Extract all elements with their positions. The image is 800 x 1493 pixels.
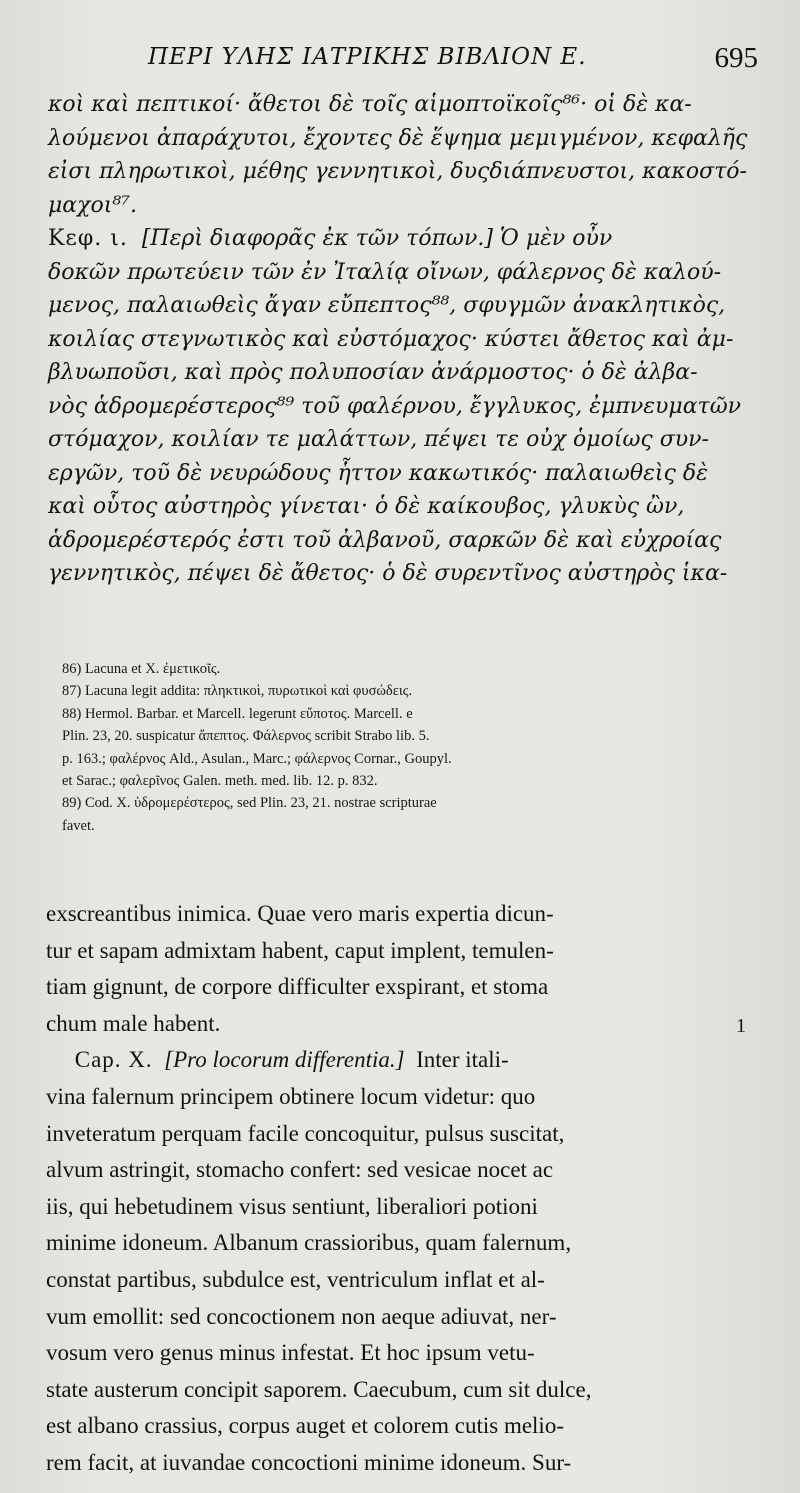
- latin-line: rem facit, at iuvandae concoctioni minime idoneum. Sur-: [46, 1449, 572, 1475]
- running-title: ΠΕΡΙ ΥΛΗΣ ΙΑΤΡΙΚΗΣ ΒΙΒΛΙΟΝ Ε.: [148, 44, 587, 70]
- footnote-line: 87) Lacuna legit addita: πληκτικοὶ, πυρωτικοὶ καὶ φυσώδεις.: [62, 683, 413, 700]
- latin-line: tur et sapam admixtam habent, caput implent, temulen-: [46, 937, 554, 963]
- footnote-line: 86) Lacuna et X. ἐμετικοῖς.: [62, 661, 221, 677]
- greek-line: εργῶν, τοῦ δὲ νευρώδους ἧττον κακωτικός· παλαιωθεὶς δὲ: [48, 460, 708, 486]
- footnote-line: favet.: [62, 817, 95, 834]
- latin-line: alvum astringit, stomacho confert: sed vesicae nocet ac: [46, 1157, 554, 1183]
- greek-line: δοκῶν πρωτεύειν τῶν ἐν Ἰταλίᾳ οἴνων, φάλερνος δὲ καλού-: [48, 259, 722, 285]
- latin-chapter-heading-line: [46, 1042, 766, 1079]
- greek-line: [Περὶ διαφορᾶς ἐκ τῶν τόπων.] Ὁ μὲν οὖν: [141, 226, 613, 251]
- greek-line: κοιλίας στεγνωτικὸς καὶ εὐστόμαχος· κύστει ἄθετος καὶ ἀμ-: [48, 326, 734, 352]
- latin-line: state austerum concipit saporem. Caecubum, cum sit dulce,: [46, 1376, 592, 1402]
- greek-chapter-heading-line: [48, 222, 762, 256]
- latin-line: chum male habent.: [46, 1010, 221, 1036]
- latin-line: minime idoneum. Albanum crassioribus, quam falernum,: [46, 1230, 572, 1256]
- latin-line: exscreantibus inimica. Quae vero maris expertia dicun-: [46, 901, 554, 926]
- greek-chapter-label: Κεφ. ι.: [48, 226, 128, 251]
- footnote-line: 89) Cod. X. ὑδρομερέστερος, sed Plin. 23, 21. nostrae scripturae: [62, 795, 437, 812]
- latin-line: constat partibus, subdulce est, ventriculum inflat et al-: [46, 1266, 545, 1292]
- latin-line: vosum vero genus minus infestat. Et hoc ipsum vetu-: [46, 1340, 535, 1366]
- greek-line: στόμαχον, κοιλίαν τε μαλάττων, πέψει τε οὐχ ὁμοίως συν-: [48, 427, 709, 452]
- latin-line: inveteratum perquam facile concoquitur, pulsus suscitat,: [46, 1120, 565, 1146]
- greek-line: κοὶ καὶ πεπτικοί· ἄθετοι δὲ τοῖς αἱμοπτοϊκοῖς⁸⁶· οἱ δὲ κα-: [48, 92, 692, 117]
- footnotes: [62, 658, 762, 837]
- latin-chapter-label: Cap. X.: [74, 1047, 153, 1073]
- page-number: 695: [714, 42, 758, 74]
- footnote-line: p. 163.; φαλέρνος Ald., Asulan., Marc.; φάλερνος Cornar., Goupyl.: [62, 750, 452, 767]
- greek-text-block: [48, 88, 762, 591]
- greek-line: μαχοι⁸⁷.: [48, 192, 137, 218]
- greek-line: γεννητικὸς, πέψει δὲ ἄθετος· ὁ δὲ συρεντῖνος αὐστηρὸς ἱκα-: [48, 561, 728, 586]
- margin-mark: 1: [736, 1015, 746, 1037]
- footnote-line: Plin. 23, 20. suspicatur ἄπεπτος. Φάλερνος scribit Strabo lib. 5.: [62, 728, 430, 745]
- latin-line: vina falernum principem obtinere locum videtur: quo: [46, 1083, 536, 1109]
- latin-text-block: [46, 896, 766, 1482]
- greek-line: ἁδρομερέστερός ἐστι τοῦ ἀλβανοῦ, σαρκῶν δὲ καὶ εὐχροίας: [48, 527, 722, 553]
- running-head: [130, 40, 760, 84]
- greek-line: καὶ οὗτος αὐστηρὸς γίνεται· ὁ δὲ καίκουβος, γλυκὺς ὢν,: [48, 494, 685, 519]
- latin-line: tiam gignunt, de corpore difficulter exspirant, et stoma: [46, 974, 549, 1000]
- latin-line: Inter itali-: [416, 1047, 509, 1073]
- greek-line: εἰσι πληρωτικοὶ, μέθης γεννητικοὶ, δυςδιάπνευστοι, κακοστό-: [48, 159, 747, 184]
- latin-line: vum emollit: sed concoctionem non aeque adiuvat, ner-: [46, 1303, 557, 1329]
- greek-line: λούμενοι ἀπαράχυτοι, ἔχοντες δὲ ἕψημα μεμιγμένον, κεφαλῆς: [48, 125, 748, 151]
- latin-chapter-title: [Pro locorum differentia.]: [164, 1047, 405, 1073]
- latin-line: est albano crassius, corpus auget et colorem cutis melio-: [46, 1413, 564, 1439]
- latin-line: iis, qui hebetudinem visus sentiunt, liberaliori potioni: [46, 1193, 538, 1219]
- greek-line: μενος, παλαιωθεὶς ἄγαν εὔπεπτος⁸⁸, σφυγμῶν ἀνακλητικὸς,: [48, 293, 726, 318]
- footnote-line: 88) Hermol. Barbar. et Marcell. legerunt εὔποτος. Marcell. e: [62, 705, 413, 722]
- greek-line: βλυωποῦσι, καὶ πρὸς πολυποσίαν ἀνάρμοστος· ὁ δὲ ἀλβα-: [48, 360, 698, 385]
- greek-line: νὸς ἁδρομερέστερος⁸⁹ τοῦ φαλέρνου, ἔγγλυκος, ἐμπνευματῶν: [48, 393, 742, 419]
- footnote-line: et Sarac.; φαλερῖνος Galen. meth. med. lib. 12. p. 832.: [62, 772, 378, 789]
